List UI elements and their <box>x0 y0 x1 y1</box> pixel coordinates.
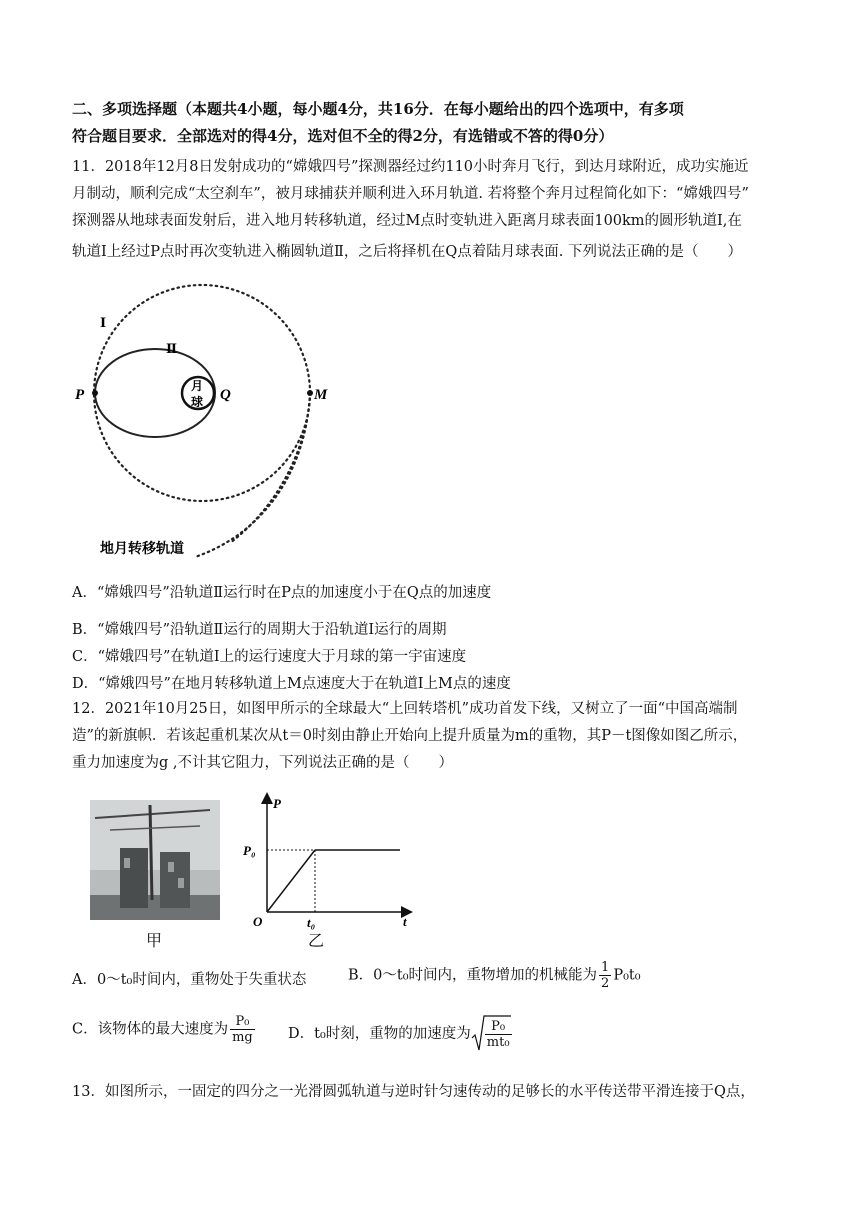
q12-line1: 12．2021年10月25日，如图甲所示的全球最大“上回转塔机”成功首发下线，又树立了一面“中国高端制 <box>72 701 738 717</box>
q11-line1: 11．2018年12月8日发射成功的“嫦娥四号”探测器经过约110小时奔月飞行，到达月球附近，成功实施近 <box>72 159 749 175</box>
axis-p-label: P <box>273 796 281 811</box>
q11-option-d: D．“嫦娥四号”在地月转移轨道上M点速度大于在轨道Ⅰ上M点的速度 <box>72 676 511 692</box>
label-Q: Q <box>220 387 231 403</box>
q11-line3: 探测器从地球表面发射后，进入地月转移轨道，经过M点时变轨进入距离月球表面100km的圆形轨道Ⅰ,在 <box>72 213 742 229</box>
q11-option-a: A．“嫦娥四号”沿轨道Ⅱ运行时在P点的加速度小于在Q点的加速度 <box>72 585 492 601</box>
transfer-orbit <box>230 393 310 543</box>
label-jia: 甲 <box>146 931 163 950</box>
label-M: M <box>314 387 328 403</box>
q12-line3: 重力加速度为g ,不计其它阻力，下列说法正确的是（ ） <box>72 755 453 771</box>
label-I: Ⅰ <box>100 316 107 331</box>
q12-option-a: A．0～t₀时间内，重物处于失重状态 <box>72 972 307 988</box>
q11-line2: 月制动，顺利完成“太空刹车”，被月球捕获并顺利进入环月轨道. 若将整个奔月过程简化如下：“嫦娥四号” <box>72 186 749 202</box>
q12-option-d-text: D．t₀时刻，重物的加速度为 <box>288 1026 471 1042</box>
moon-label-2: 球 <box>191 395 204 409</box>
p-t-graph <box>235 790 420 930</box>
fraction-p0-mg: $\frac{\text{P₀}}{mg}$ <box>232 1014 253 1045</box>
t0-label: t₀ <box>307 915 316 930</box>
q12-option-c <box>72 1014 257 1045</box>
q13-line1: 13．如图所示，一固定的四分之一光滑圆弧轨道与逆时针匀速传动的足够长的水平传送带平滑连接于Q点， <box>72 1084 755 1100</box>
transfer-label: 地月转移轨道 <box>100 541 184 557</box>
q12-option-c-text: C．该物体的最大速度为 <box>72 1021 229 1038</box>
fraction-half: $\frac{1}{2}$ <box>601 960 610 991</box>
q12-line2: 造”的新旗帜．若该起重机某次从t＝0时刻由静止开始向上提升质量为m的重物，其P－t图像如图乙所示， <box>72 728 748 744</box>
section-header-line2: 符合题目要求．全部选对的得4分，选对但不全的得2分，有选错或不答的得0分） <box>72 127 614 145</box>
label-P: P <box>75 387 85 403</box>
q11-option-c: C．“嫦娥四号”在轨道Ⅰ上的运行速度大于月球的第一宇宙速度 <box>72 649 467 665</box>
crane-photo <box>90 800 220 920</box>
q11-line4: 轨道Ⅰ上经过P点时再次变轨进入椭圆轨道Ⅱ，之后将择机在Q点着陆月球表面. 下列说法正确的是（ ） <box>72 244 742 260</box>
moon-label-1: 月 <box>191 379 204 393</box>
q12-option-b-tail: P₀t₀ <box>613 967 641 984</box>
q12-option-d <box>288 1014 514 1054</box>
q11-option-b: B．“嫦娥四号”沿轨道Ⅱ运行的周期大于沿轨道Ⅰ运行的周期 <box>72 622 447 638</box>
section-header-line1: 二、多项选择题（本题共4小题，每小题4分，共16分．在每小题给出的四个选项中，有多项 <box>72 100 684 118</box>
q12-option-b-text: B．0～t₀时间内，重物增加的机械能为 <box>348 967 598 984</box>
q12-option-b <box>348 960 641 991</box>
label-II: Ⅱ <box>166 342 177 357</box>
p0-label: P₀ <box>243 843 256 858</box>
orbit-figure <box>70 275 350 575</box>
axis-t-label: t <box>403 914 407 929</box>
label-yi: 乙 <box>308 931 325 950</box>
fraction-p0-mt0: $\frac{\text{P₀}}{\text{mt₀}}$ <box>486 1018 510 1050</box>
p-rise-line <box>267 850 315 912</box>
origin-label: O <box>253 914 263 929</box>
